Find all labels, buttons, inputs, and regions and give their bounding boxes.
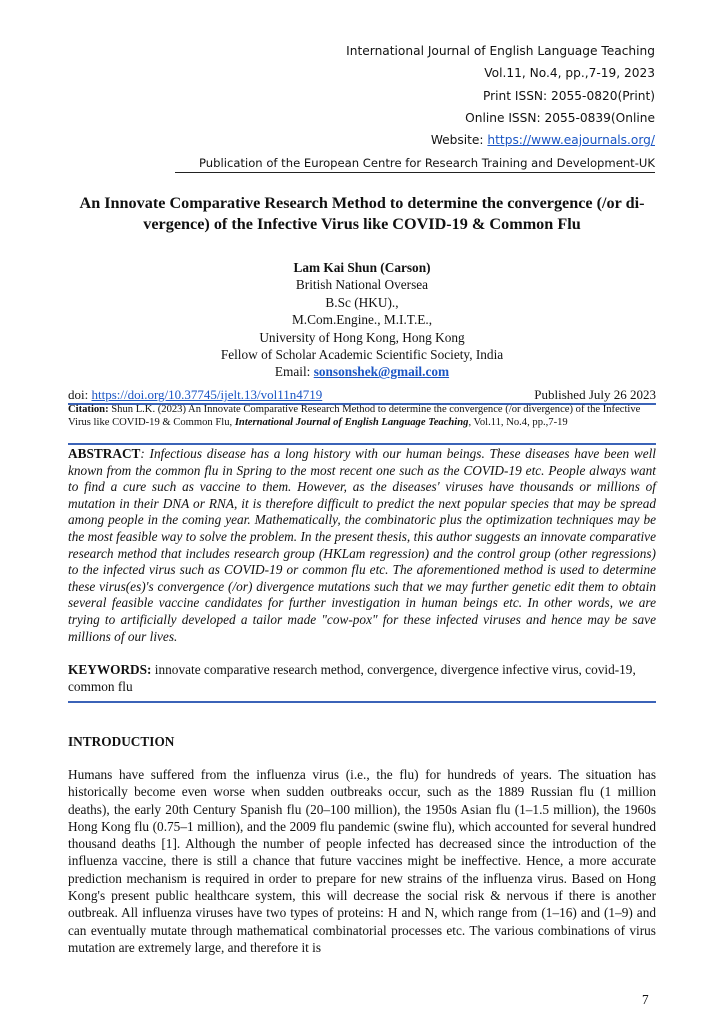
citation-details: , Vol.11, No.4, pp.,7-19 (468, 416, 568, 428)
doi-link[interactable]: https://doi.org/10.37745/ijelt.13/vol11n4719 (91, 387, 323, 402)
website-link[interactable]: https://www.eajournals.org/ (487, 133, 655, 148)
doi (68, 387, 322, 403)
author-email (68, 363, 656, 380)
journal-website (346, 129, 655, 151)
website-label: Website: (430, 133, 488, 148)
divider-rule (68, 443, 656, 445)
intro-paragraph: Humans have suffered from the influenza virus (i.e., the flu) for hundreds of years. The situation has historically become even worse when sudden outbreaks occur, such as the 1889 Russian flu (1 million deaths), the early 20th Century Spanish flu (20–100 million), the 1950s Asian flu (1–1.5 million), the 1960s Hong Kong flu (0.75–1 million), and the 2009 flu pandemic (swine flu), which accounted for several hundred thousand deaths [1]. Although the number of people infected has decreased since the introduction of the influenza vaccine, there is still a chance that future vaccines might be ineffective. Hence, a more accurate prediction mechanism is required in order to prepare for new strains of the influenza virus. Based on Hong Kong's present public healthcare system, this will decrease the social risk & nervous if there is another outbreak. All influenza viruses have two types of proteins: H and N, which range from (1–16) and (1–9) and can eventually mutate through mathematical combinatorial processes etc. The various combinations of virus mutation are extremely large, and therefore it is (68, 767, 656, 955)
published-date: Published July 26 2023 (534, 387, 656, 402)
author-block (68, 259, 656, 381)
divider-rule (68, 701, 656, 703)
author-name: Lam Kai Shun (Carson) (293, 260, 431, 275)
journal-volume: Vol.11, No.4, pp.,7-19, 2023 (484, 66, 655, 81)
title-line-2: vergence) of the Infective Virus like COVID-19 & Common Flu (143, 215, 581, 233)
title-line-1: An Innovate Comparative Research Method to determine the convergence (/or di- (79, 194, 645, 212)
abstract (68, 446, 656, 645)
print-issn: Print ISSN: 2055-0820(Print) (482, 88, 655, 103)
affiliation-line: University of Hong Kong, Hong Kong (259, 329, 465, 345)
affiliation-line: Fellow of Scholar Academic Scientific Society, India (220, 347, 504, 363)
publisher-line: Publication of the European Centre for Research Training and Development-UK (175, 156, 655, 173)
affiliation-line: British National Oversea (295, 277, 429, 293)
keywords-text: innovate comparative research method, convergence, divergence infective virus, covid-19, common flu (68, 662, 636, 694)
keywords-label: KEYWORDS: (68, 662, 152, 677)
section-heading: INTRODUCTION (68, 734, 175, 749)
citation (68, 404, 656, 429)
online-issn: Online ISSN: 2055-0839(Online (465, 110, 655, 125)
doi-row (68, 387, 656, 403)
affiliation-line: M.Com.Engine., M.I.T.E., (291, 312, 433, 328)
citation-journal: International Journal of English Language Teaching (234, 416, 469, 428)
abstract-text: : Infectious disease has a long history with our human beings. These diseases have been well known from the common flu in Spring to the most recent one such as the COVID-19 etc. People always want to find a cure such as vaccine to them. However, as the diseases' viruses have thousands or millions of mutation in their DNA or RNA, it is therefore difficult to predict the next popular species that may be spread among people in the coming year. Mathematically, the combinatoric plus the optimization techniques may be the most feasible way to solve the problem. In the present thesis, this author suggests an innovate comparative research method that includes research group (HKLam regression) and the control group (other regressions) to the infected virus such as COVID-19 or common flu etc. The aforementioned method is used to determine these virus(es)'s convergence (/or) divergence mutations such that we may further genetic edit them to obtain several feasible vaccine candidates for further investigation in human beings etc. In other words, we are trying to artificially developed a tailor made "cow-pox" for these infected viruses and hence may be save millions of our lives. (68, 446, 656, 644)
citation-label: Citation: (68, 404, 109, 415)
journal-header (346, 40, 655, 151)
page-number: 7 (642, 992, 649, 1007)
paper-title (68, 193, 656, 235)
affiliation-line: B.Sc (HKU)., (325, 294, 399, 310)
journal-name: International Journal of English Language Teaching (346, 44, 655, 58)
doi-label: doi: (68, 387, 92, 402)
abstract-label: ABSTRACT (68, 446, 141, 461)
keywords (68, 662, 656, 695)
email-label: Email: (274, 364, 314, 380)
citation-text: Shun L.K. (2023) An Innovate Comparative Research Method to determine the convergence (/or divergence) of the Infective Virus like COVID-19 & Common Flu, (68, 404, 641, 428)
email-link[interactable]: sonsonshek@gmail.com (313, 364, 450, 380)
